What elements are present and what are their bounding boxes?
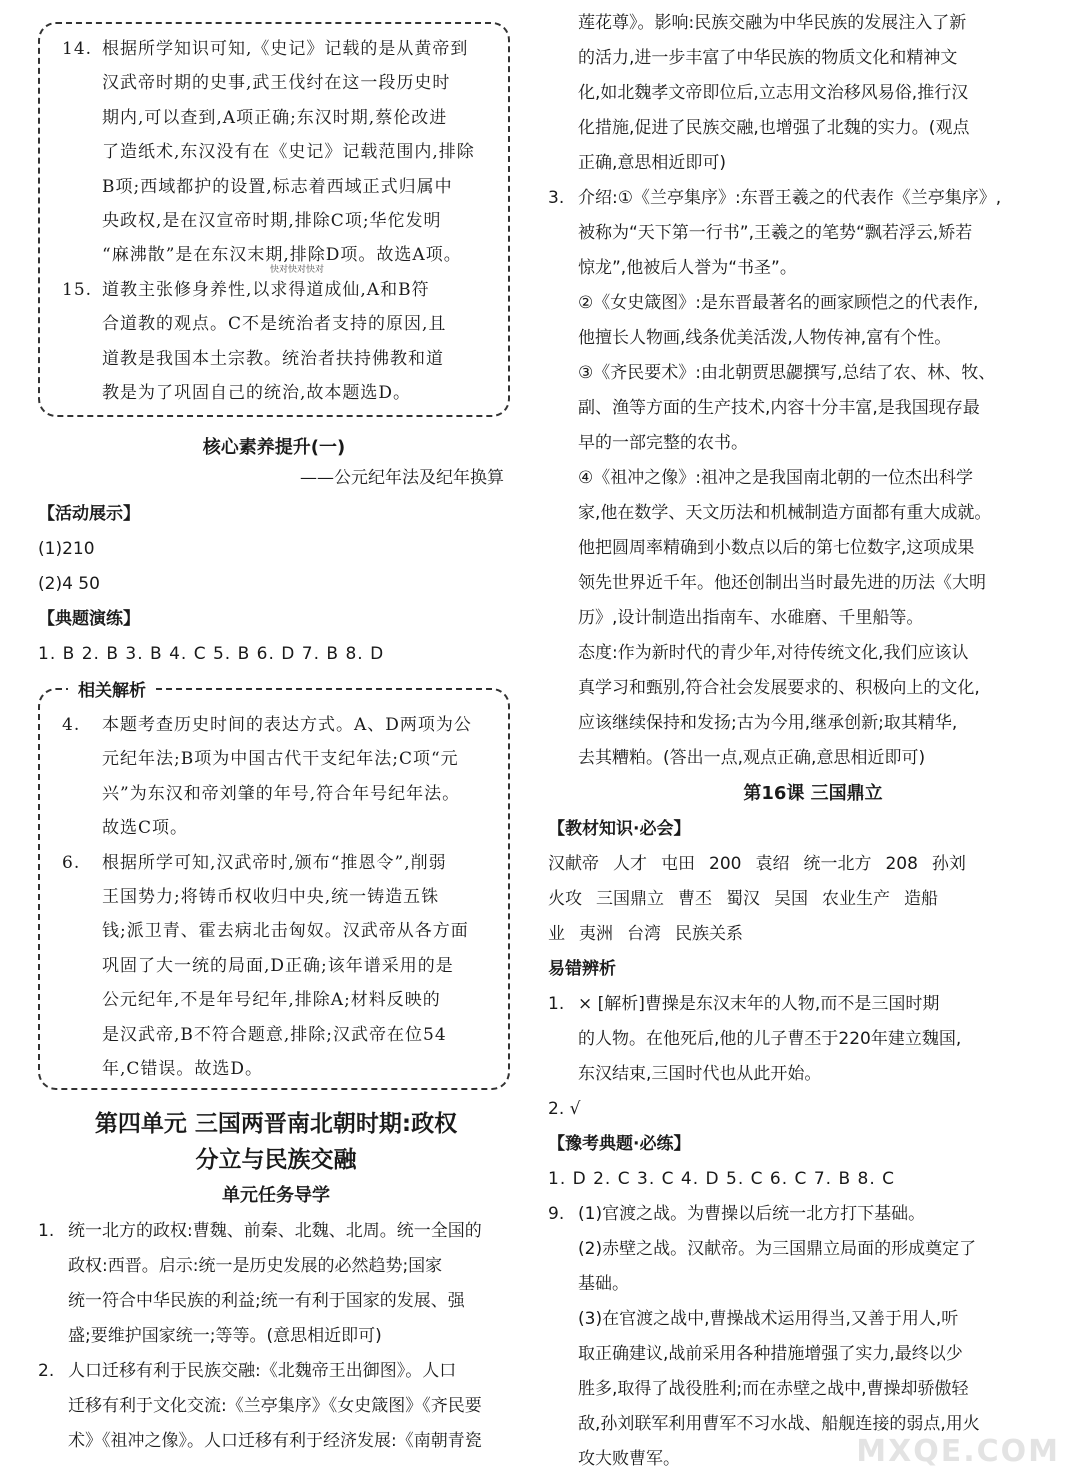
unit-item-text: 术》《祖冲之像》。人口迁移有利于经济发展:《南朝青瓷 (68, 1431, 482, 1451)
item3-line (548, 391, 1038, 426)
box1-content (40, 24, 508, 410)
box2-item-text: 元纪年法;B项为中国古代干支纪年法;C项“元 (102, 749, 459, 770)
box2-item-text: 本题考查历史时间的表达方式。A、D两项为公 (102, 715, 472, 735)
q9-text: 胜多,取得了战役胜利;而在赤壁之战中,曹操却骄傲轻 (578, 1379, 969, 1399)
unit-section (38, 1106, 514, 1459)
item3-text: 被称为“天下第一行书”,王羲之的笔势“飘若浮云,矫若 (578, 223, 973, 243)
term: 200 (709, 854, 742, 874)
box1-item-text: B项;西域都护的设置,标志着西域正式归属中 (102, 176, 453, 197)
item3-text: 惊龙”,他被后人誉为“书圣”。 (578, 258, 797, 278)
q9-text: (2)赤壁之战。汉献帝。为三国鼎立局面的形成奠定了 (578, 1239, 977, 1259)
item3-text: ②《女史箴图》:是东晋最著名的画家顾恺之的代表作, (578, 293, 979, 313)
item3-line (548, 741, 1038, 776)
term: 夷洲 (579, 924, 613, 944)
unit-item-text: 迁移有利于文化交流:《兰亭集序》《女史箴图》《齐民要 (68, 1396, 482, 1416)
activity-line-1: (1)210 (38, 539, 95, 559)
terms-row (548, 847, 1038, 882)
unit-item-number: 1. (38, 1221, 55, 1241)
box2-item-number: 6. (62, 852, 81, 873)
box2-item-line (62, 983, 494, 1017)
watermark: MXQE.COM (856, 1434, 1060, 1469)
box2-item-line (62, 742, 494, 776)
continued-line: 化,如北魏孝文帝即位后,立志用文治移风易俗,推行汉 (578, 83, 969, 103)
term: 汉献帝 (548, 854, 599, 874)
unit-item-number: 2. (38, 1361, 55, 1381)
terms-row (548, 917, 1038, 952)
term: 袁绍 (755, 854, 790, 874)
practice-heading: 【典题演练】 (38, 609, 140, 629)
continued-line: 的活力,进一步丰富了中华民族的物质文化和精神文 (578, 48, 958, 68)
continued-line: 正确,意思相近即可) (578, 153, 727, 173)
q9-line (548, 1232, 1038, 1267)
box2-item-line (62, 880, 494, 914)
q9-text: (1)官渡之战。为曹操以后统一北方打下基础。 (578, 1204, 926, 1224)
terms-row (548, 882, 1038, 917)
unit-item-text: 盛;要维护国家统一;等等。(意思相近即可) (68, 1326, 382, 1346)
item3-line (548, 636, 1038, 671)
box1-item-line (62, 376, 494, 410)
core-section (38, 433, 510, 672)
error-item-1 (548, 987, 1038, 1092)
term: 火攻 (548, 889, 582, 909)
exam-answers: 1. D 2. C 3. C 4. D 5. C 6. C 7. B 8. C (548, 1169, 896, 1189)
related-analysis-box (38, 681, 510, 1090)
term: 人才 (613, 854, 647, 874)
q9-text: 取正确建议,战前采用各种措施增强了实力,最终以少 (578, 1344, 963, 1364)
unit-item-line (38, 1284, 514, 1319)
right-column (548, 6, 1038, 1477)
box2-item-line (62, 708, 494, 742)
item3-line (548, 356, 1038, 391)
error1-number: 1. (548, 994, 565, 1014)
continued-text (548, 6, 1038, 181)
continued-line: 莲花尊》。影响:民族交融为中华民族的发展注入了新 (578, 13, 967, 33)
error1-line (548, 1022, 1038, 1057)
box1-item-line (62, 66, 494, 100)
box2-item-text: 是汉武帝,B不符合题意,排除;汉武帝在位54 (102, 1024, 447, 1045)
error1-line (548, 1057, 1038, 1092)
box1-item-text: 汉武帝时期的史事,武王伐纣在这一段历史时 (102, 73, 451, 94)
item3-text: 早的一部完整的农书。 (578, 433, 748, 453)
practice-answers: 1. B 2. B 3. B 4. C 5. B 6. D 7. B 8. D (38, 644, 385, 664)
box1-item-text: 期内,可以查到,A项正确;东汉时期,蔡伦改进 (102, 107, 448, 128)
term: 蜀汉 (726, 889, 760, 909)
box2-content (40, 690, 508, 1086)
error1-line (548, 987, 1038, 1022)
unit-title-1: 第四单元 三国两晋南北朝时期:政权 (94, 1111, 458, 1137)
term: 统一北方 (803, 854, 872, 874)
term: 208 (885, 854, 918, 874)
continued-line: 化措施,促进了民族交融,也增强了北魏的实力。(观点 (578, 118, 970, 138)
term: 农业生产 (822, 889, 890, 909)
box1-item-text: 央政权,是在汉宣帝时期,排除C项;华佗发明 (102, 211, 442, 232)
q9-line (548, 1302, 1038, 1337)
box1-item-text: 根据所学知识可知,《史记》记载的是从黄帝到 (102, 39, 469, 59)
unit-item-text: 政权:西晋。启示:统一是历史发展的必然趋势;国家 (68, 1256, 443, 1276)
item3-line (548, 286, 1038, 321)
box1-item-line (62, 273, 494, 307)
item3-text: 应该继续保持和发扬;古为今用,继承创新;取其精华, (578, 713, 958, 733)
term: 吴国 (774, 889, 808, 909)
box1-item-text: “麻沸散”是在东汉末期,排除D项。故选A项。 (102, 245, 462, 266)
unit-items (38, 1214, 514, 1459)
unit-item-text: 统一符合中华民族的利益;统一有利于国家的发展、强 (68, 1291, 465, 1311)
lesson-title: 第16课 三国鼎立 (743, 783, 883, 804)
box2-item-line (62, 949, 494, 983)
core-subtitle: ——公元纪年法及纪年换算 (300, 468, 504, 488)
box1-item-line (62, 170, 494, 204)
term: 民族关系 (675, 924, 743, 944)
box1-item-number: 14. (62, 39, 93, 59)
item3-text: 副、渔等方面的生产技术,内容十分丰富,是我国现存最 (578, 398, 980, 418)
box2-item-text: 年,C错误。故选D。 (102, 1059, 264, 1080)
item3-text: 家,他在数学、天文历法和机械制造方面都有重大成就。 (578, 503, 992, 523)
box2-item-line (62, 1018, 494, 1052)
term: 三国鼎立 (596, 889, 664, 909)
term: 台湾 (627, 924, 661, 944)
item3-text: 他擅长人物画,线条优美活泼,人物传神,富有个性。 (578, 328, 952, 348)
q9-text: 攻大败曹军。 (578, 1449, 680, 1469)
item3-text: 真学习和甄别,符合社会发展要求的、积极向上的文化, (578, 678, 980, 698)
item3-line (548, 251, 1038, 286)
box1-item-line (62, 342, 494, 376)
box2-item-text: 根据所学可知,汉武帝时,颁布“推恩令”,削弱 (102, 852, 447, 873)
item-3 (548, 181, 1038, 776)
item3-line (548, 426, 1038, 461)
box1-item-text: 道教是我国本土宗教。统治者扶持佛教和道 (102, 348, 444, 369)
error-item-2: 2. √ (548, 1099, 581, 1119)
q9-line (548, 1337, 1038, 1372)
box1-item-line (62, 307, 494, 341)
item3-line (548, 496, 1038, 531)
unit-item-text: 统一北方的政权:曹魏、前秦、北魏、北周。统一全国的 (68, 1221, 482, 1241)
item3-number: 3. (548, 188, 565, 208)
q9-line (548, 1267, 1038, 1302)
box1-item-line (62, 101, 494, 135)
error1-text: 的人物。在他死后,他的儿子曹丕于220年建立魏国, (578, 1029, 962, 1049)
box1-item-text: 合道教的观点。C不是统治者支持的原因,且 (102, 314, 447, 335)
unit-item-line (38, 1389, 514, 1424)
error1-text: 东汉结束,三国时代也从此开始。 (578, 1064, 822, 1084)
q9-text: (3)在官渡之战中,曹操战术运用得当,又善于用人,听 (578, 1309, 959, 1329)
term: 屯田 (661, 854, 695, 874)
item3-line (548, 461, 1038, 496)
core-title: 核心素养提升(一) (202, 437, 346, 458)
exam-heading: 【豫考典题·必练】 (548, 1134, 691, 1154)
item3-text: 去其糟粕。(答出一点,观点正确,意思相近即可) (578, 748, 926, 768)
box2-item-number: 4. (62, 715, 81, 735)
box2-item-text: 钱;派卫青、霍去病北击匈奴。汉武帝从各方面 (102, 921, 469, 942)
q9-text: 敌,孙刘联军利用曹军不习水战、船舰连接的弱点,用火 (578, 1414, 980, 1434)
unit-item-line (38, 1249, 514, 1284)
item3-text: ③《齐民要术》:由北朝贾思勰撰写,总结了农、林、牧、 (578, 363, 996, 383)
item3-text: 历》,设计制造出指南车、水碓磨、千里船等。 (578, 608, 924, 628)
unit-item-line (38, 1214, 514, 1249)
term: 造船 (904, 889, 938, 909)
unit-guide: 单元任务导学 (222, 1185, 330, 1206)
box1-item-number: 15. (62, 279, 93, 300)
item3-text: 领先世界近千年。他还创制出当时最先进的历法《大明 (578, 573, 986, 593)
q9-number: 9. (548, 1204, 565, 1224)
term: 业 (548, 924, 565, 944)
item3-text: 态度:作为新时代的青少年,对待传统文化,我们应该认 (578, 643, 969, 663)
activity-line-2: (2)4 50 (38, 574, 100, 594)
box2-item-line (62, 811, 494, 845)
box2-item-line (62, 777, 494, 811)
term: 曹丕 (678, 889, 712, 909)
stamp-text: 快对快对快对 (270, 265, 325, 275)
box2-item-line (62, 914, 494, 948)
error1-text: × [解析]曹操是东汉末年的人物,而不是三国时期 (578, 994, 940, 1014)
box2-item-text: 公元纪年,不是年号纪年,排除A;材料反映的 (102, 990, 441, 1011)
box2-item-text: 巩固了大一统的局面,D正确;该年谱采用的是 (102, 955, 454, 976)
unit-item-line (38, 1354, 514, 1389)
unit-item-line (38, 1424, 514, 1459)
box2-item-text: 兴”为东汉和帝刘肇的年号,符合年号纪年法。 (102, 783, 461, 804)
terms-list (548, 847, 1038, 952)
box1-item-text: 教是为了巩固自己的统治,故本题选D。 (102, 383, 412, 404)
item3-line (548, 706, 1038, 741)
item3-text: 介绍:①《兰亭集序》:东晋王羲之的代表作《兰亭集序》, (578, 188, 1002, 208)
unit-item-line (38, 1319, 514, 1354)
analysis-title: 相关解析 (68, 676, 156, 701)
box2-item-line (62, 846, 494, 880)
textbook-heading: 【教材知识·必会】 (548, 819, 691, 839)
q9-line (548, 1197, 1038, 1232)
box2-item-text: 王国势力;将铸币权收归中央,统一铸造五铢 (102, 887, 440, 908)
item3-line (548, 216, 1038, 251)
item3-line (548, 566, 1038, 601)
q9-text: 基础。 (578, 1274, 629, 1294)
box2-item-line (62, 1052, 494, 1086)
explanation-box-1 (38, 22, 510, 417)
box1-item-text: 了造纸术,东汉没有在《史记》记载范围内,排除 (102, 142, 475, 163)
item3-text: 他把圆周率精确到小数点以后的第七位数字,这项成果 (578, 538, 975, 558)
unit-item-text: 人口迁移有利于民族交融:《北魏帝王出御图》。人口 (68, 1361, 457, 1381)
q9-line (548, 1372, 1038, 1407)
item3-line (548, 601, 1038, 636)
box1-item-line (62, 204, 494, 238)
activity-heading: 【活动展示】 (38, 504, 140, 524)
item3-line (548, 671, 1038, 706)
box1-item-line (62, 32, 494, 66)
item3-line (548, 321, 1038, 356)
error-heading: 易错辨析 (548, 959, 616, 979)
term: 孙刘 (931, 854, 966, 874)
box1-item-line (62, 135, 494, 169)
box2-item-text: 故选C项。 (102, 818, 189, 839)
item3-text: ④《祖冲之像》:祖冲之是我国南北朝的一位杰出科学 (578, 468, 973, 488)
unit-title-2: 分立与民族交融 (195, 1147, 357, 1173)
box1-item-text: 道教主张修身养性,以求得道成仙,A和B符 (102, 279, 430, 300)
item3-line (548, 181, 1038, 216)
item3-line (548, 531, 1038, 566)
